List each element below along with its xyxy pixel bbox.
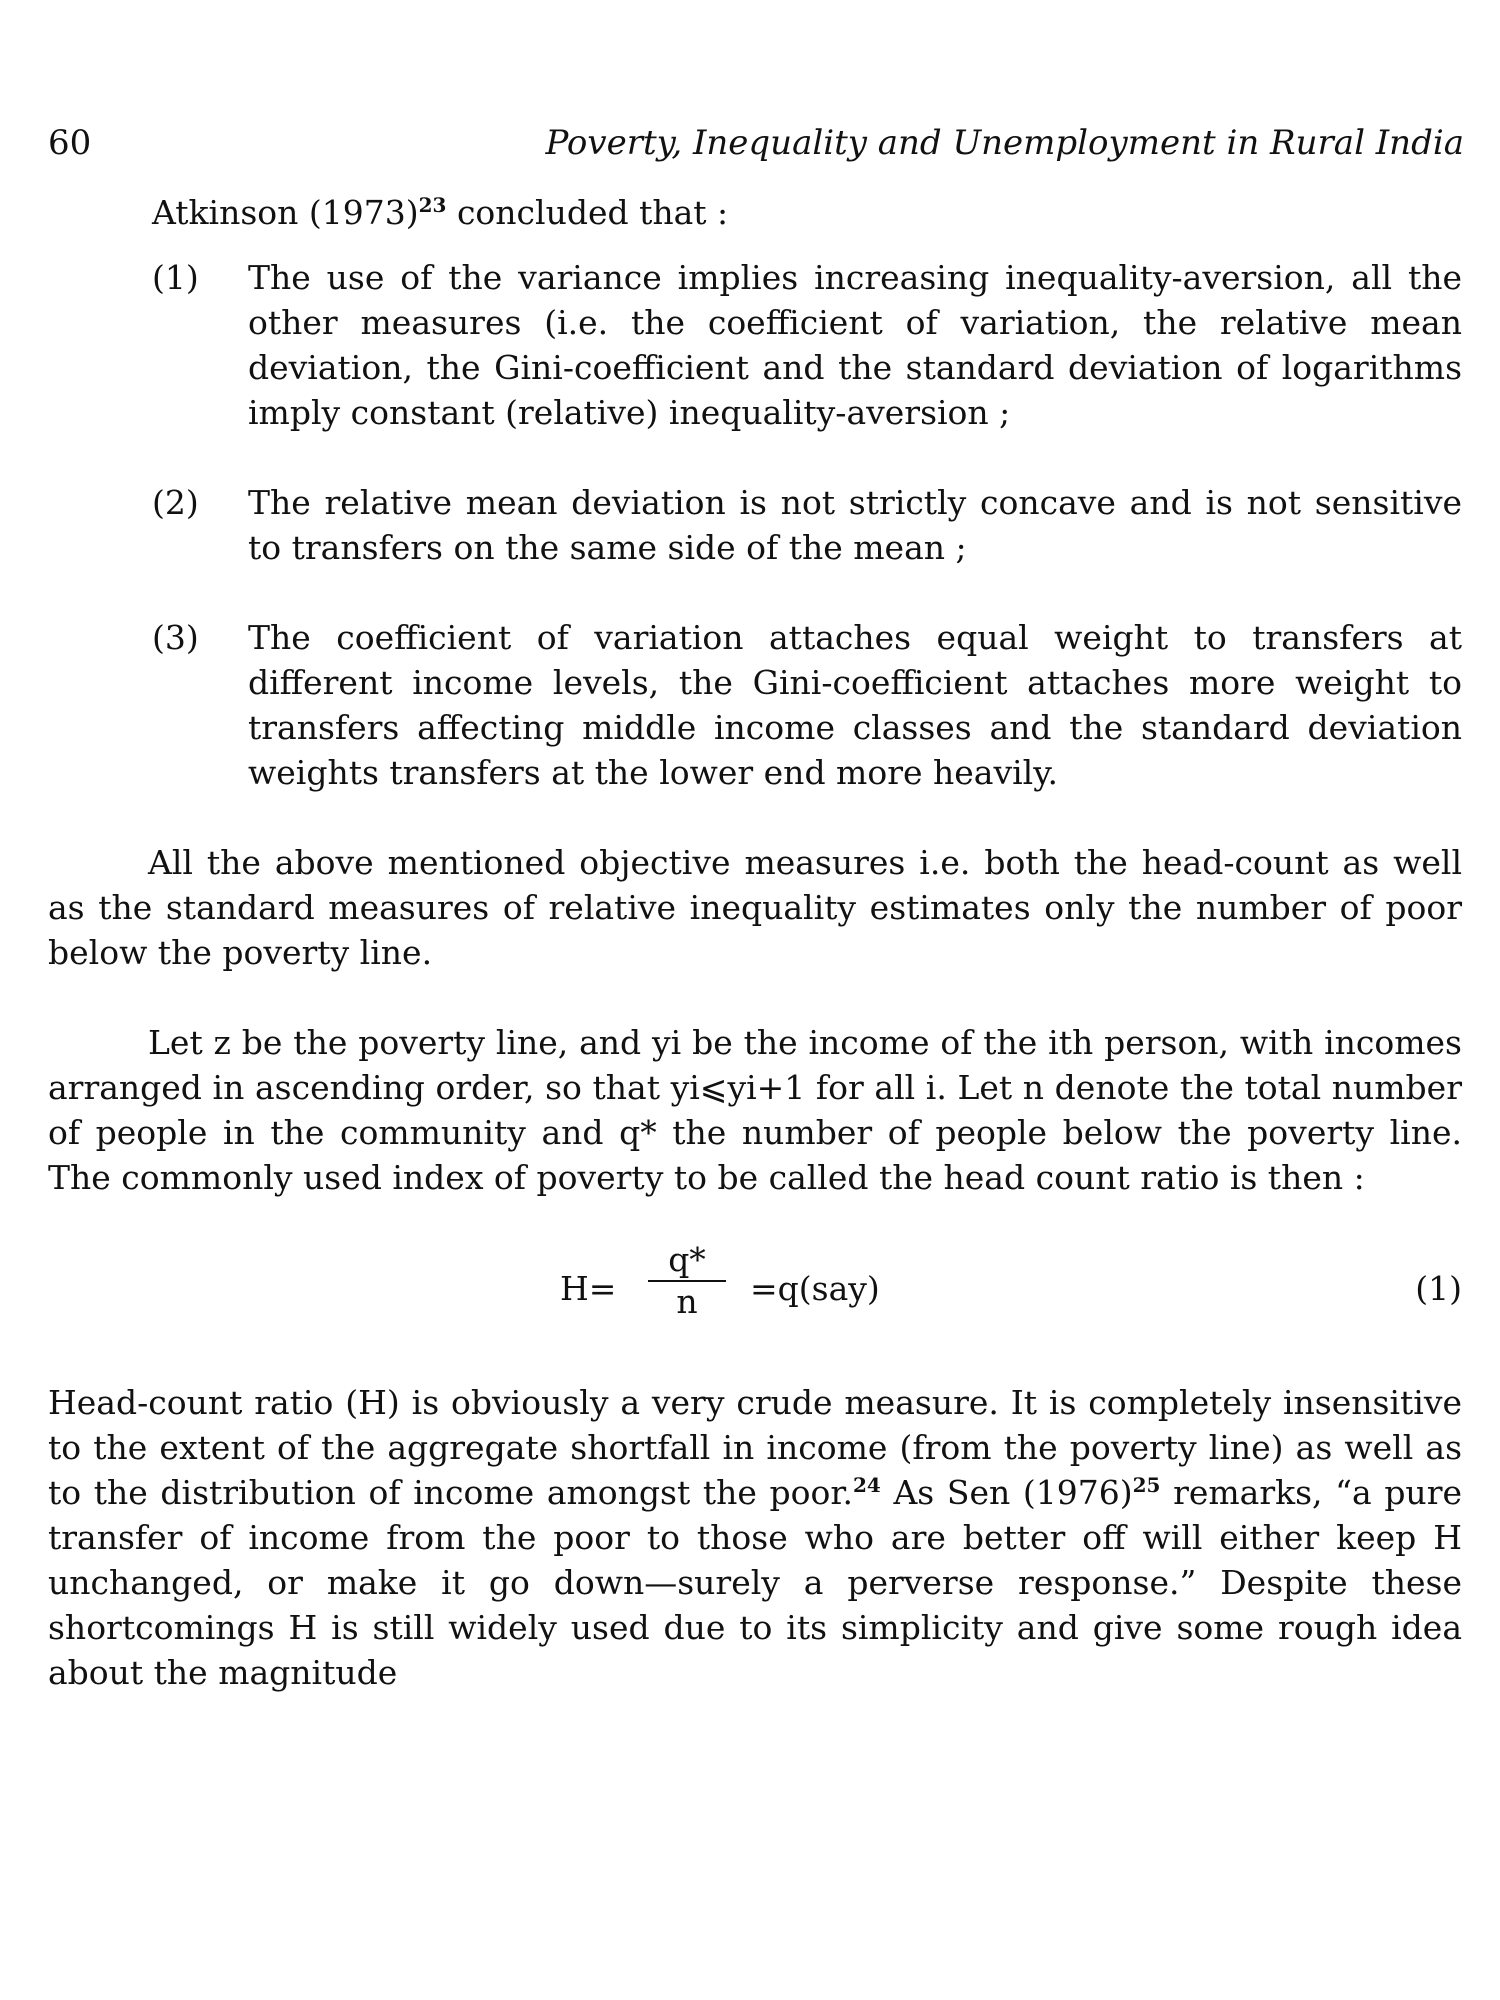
paragraph-text: Head-count ratio (H) is obviously a very crude measure. It is completely insensitive to the extent of the aggregate shortfall in income (from the poverty line) as well as to the distribution of income amongst the poor. bbox=[48, 1383, 1462, 1512]
intro-line bbox=[152, 190, 1462, 235]
running-title: Poverty, Inequality and Unemployment in Rural India bbox=[545, 123, 1464, 163]
equation-lhs: H= bbox=[560, 1269, 617, 1308]
equation-fraction bbox=[648, 1240, 726, 1322]
item-number: (3) bbox=[152, 618, 199, 657]
equation-rhs: =q(say) bbox=[750, 1269, 880, 1308]
item-text: The coefficient of variation attaches equal weight to transfers at different income levels, the Gini-coefficient attaches more weight to transfers affecting middle income classes and the standard deviation weights transfers at the lower end more heavily. bbox=[248, 618, 1462, 792]
paragraph-text: remarks, “a pure transfer of income from the poor to those who are better off will either keep H unchanged, or make it go down—surely a perverse response.” Despite these shortcomings H is still widely used due to its simplicity and give some rough idea about the magnitude bbox=[48, 1473, 1462, 1692]
equation-1 bbox=[48, 1240, 1462, 1350]
footnote-ref: 23 bbox=[418, 193, 447, 217]
page-body bbox=[48, 190, 1462, 1695]
list-item bbox=[152, 480, 1462, 570]
list-item bbox=[152, 255, 1462, 435]
equation-number: (1) bbox=[1415, 1269, 1462, 1308]
item-text: The use of the variance implies increasing inequality-aversion, all the other measures (i.e. the coefficient of variation, the relative mean deviation, the Gini-coefficient and the standard deviation of logarithms imply constant (relative) inequality-aversion ; bbox=[248, 258, 1462, 432]
list-item bbox=[152, 615, 1462, 795]
footnote-ref: 24 bbox=[853, 1473, 881, 1497]
paragraph-text: As Sen (1976) bbox=[880, 1473, 1133, 1512]
intro-text: Atkinson (1973) bbox=[152, 193, 419, 232]
page-header bbox=[48, 118, 1464, 168]
page-number: 60 bbox=[48, 123, 92, 163]
paragraph: Let z be the poverty line, and yi be the income of the ith person, with incomes arranged in ascending order, so that yi⩽yi+1 for all i. Let n denote the total number of people in the community and q* the number of people below the poverty line. The commonly used index of poverty to be called the head count ratio is then : bbox=[48, 1023, 1462, 1197]
item-number: (2) bbox=[152, 483, 199, 522]
paragraph: All the above mentioned objective measures i.e. both the head-count as well as the standard measures of relative inequality estimates only the number of poor below the poverty line. bbox=[48, 843, 1462, 972]
intro-tail: concluded that : bbox=[446, 193, 729, 232]
footnote-ref: 25 bbox=[1132, 1473, 1161, 1497]
item-text: The relative mean deviation is not strictly concave and is not sensitive to transfers on the same side of the mean ; bbox=[248, 483, 1462, 567]
fraction-numerator: q* bbox=[668, 1240, 706, 1279]
fraction-denominator: n bbox=[676, 1282, 698, 1321]
item-number: (1) bbox=[152, 258, 199, 297]
paragraph bbox=[48, 1380, 1462, 1695]
